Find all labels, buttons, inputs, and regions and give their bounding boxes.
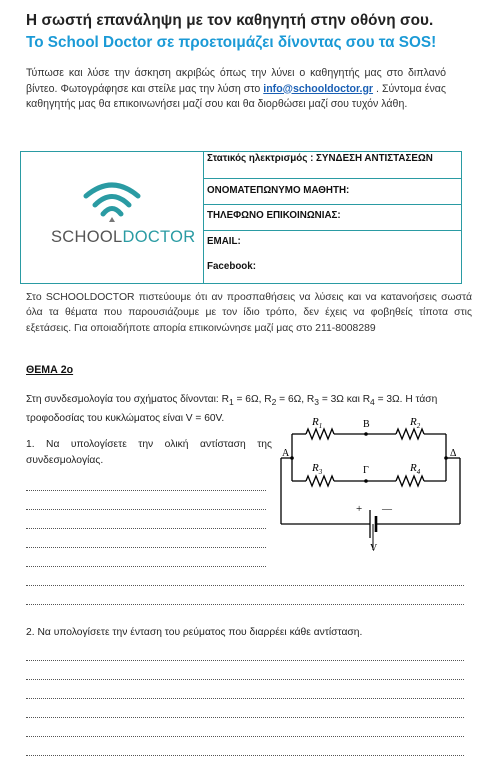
label-node-a: Α [282,448,290,459]
subject-row: Στατικός ηλεκτρισμός : ΣΥΝΔΕΣΗ ΑΝΤΙΣΤΑΣΕΩΝ [203,152,462,179]
node-d-dot [444,456,448,460]
answer-line[interactable] [26,585,464,586]
theme-title: ΘΕΜΑ 2ο [26,364,74,376]
answer-line[interactable] [26,679,464,680]
circuit-diagram [270,408,470,558]
answer-line[interactable] [26,509,266,510]
question-2: 2. Να υπολογίσετε την ένταση του ρεύματος που διαρρέει κάθε αντίσταση. [26,627,363,638]
label-plus: + [356,503,363,515]
email-link[interactable]: info@schooldoctor.gr [263,82,374,95]
label-node-b: Β [363,419,370,430]
wifi-signal-icon [82,180,142,224]
answer-line[interactable] [26,717,464,718]
node-a-dot [290,456,294,460]
facebook-row[interactable]: Facebook: [207,261,256,272]
phone-row[interactable]: ΤΗΛΕΦΩΝΟ ΕΠΙΚΟΙΝΩΝΙΑΣ: [203,205,462,231]
answer-line[interactable] [26,698,464,699]
answer-line[interactable] [26,660,464,661]
student-info-box [20,151,462,284]
label-r2: $R_2$ [410,416,421,430]
answer-line[interactable] [26,736,464,737]
resistor-r3 [306,476,334,486]
resistor-r1 [306,429,334,439]
header-title: Η σωστή επανάληψη με τον καθηγητή στην οθόνη σου. [26,12,434,29]
resistor-r2 [396,429,424,439]
node-b-dot [364,432,368,436]
answer-line[interactable] [26,528,266,529]
intro-text-end: . Σύντομα ένας καθηγητής μας θα επικοινωνήσει μαζί σου και θα διορθώσει μαζί σου τυχόν λάθη. [26,82,446,110]
question-1: 1. Να υπολογίσετε την ολική αντίσταση της συνδεσμολογίας. [26,439,272,466]
info-paragraph: Στο SCHOOLDOCTOR πιστεύουμε ότι αν προσπαθήσεις να λύσεις και να κατανοήσεις σωστά όλα τα θέματα που παρουσιάζουμε με τον ίδιο τρόπο, δεν έχεις να φοβηθείς τίποτα στις εξετάσεις. Για οποιαδήποτε απορία επικοινώνησε μαζί μας στο 211-8008289 [26,292,472,334]
label-r4: $R_4$ [410,462,421,476]
problem-given: Στη συνδεσμολογία του σχήματος δίνονται: $R_1 = 6\Omega$, $R_2 = 6\Omega$, $R_3 = 3\Omega$ και $R_4 = 3\Omega$. Η τάση τροφοδοσίας του κυκλώματος είναι V = 60V. [26,394,438,424]
answer-line[interactable] [26,755,464,756]
header-subtitle: Το School Doctor σε προετοιμάζει δίνοντας σου τα SOS! [26,34,437,51]
label-voltage: V [370,543,378,554]
label-minus: — [382,504,392,515]
student-name-row[interactable]: ΟΝΟΜΑΤΕΠΩΝΥΜΟ ΜΑΘΗΤΗ: [203,179,462,205]
logo-cell [21,152,204,283]
resistor-r4 [396,476,424,486]
label-node-g: Γ [363,465,369,476]
node-g-dot [364,479,368,483]
label-r3: $R_3$ [312,462,323,476]
email-row[interactable]: EMAIL: [207,236,241,247]
schooldoctor-logo-text: SCHOOLDOCTOR [51,228,196,246]
label-r1: $R_1$ [312,416,323,430]
answer-line[interactable] [26,490,266,491]
intro-text: Τύπωσε και λύσε την άσκηση ακριβώς όπως την λύνει ο καθηγητής μας στο διπλανό βίντεο. Φωτογράφησε και στείλε μας την λύση στο [26,67,446,95]
intro-paragraph [26,66,446,113]
label-node-d: Δ [450,448,457,459]
answer-line[interactable] [26,604,464,605]
answer-line[interactable] [26,547,266,548]
answer-line[interactable] [26,566,266,567]
